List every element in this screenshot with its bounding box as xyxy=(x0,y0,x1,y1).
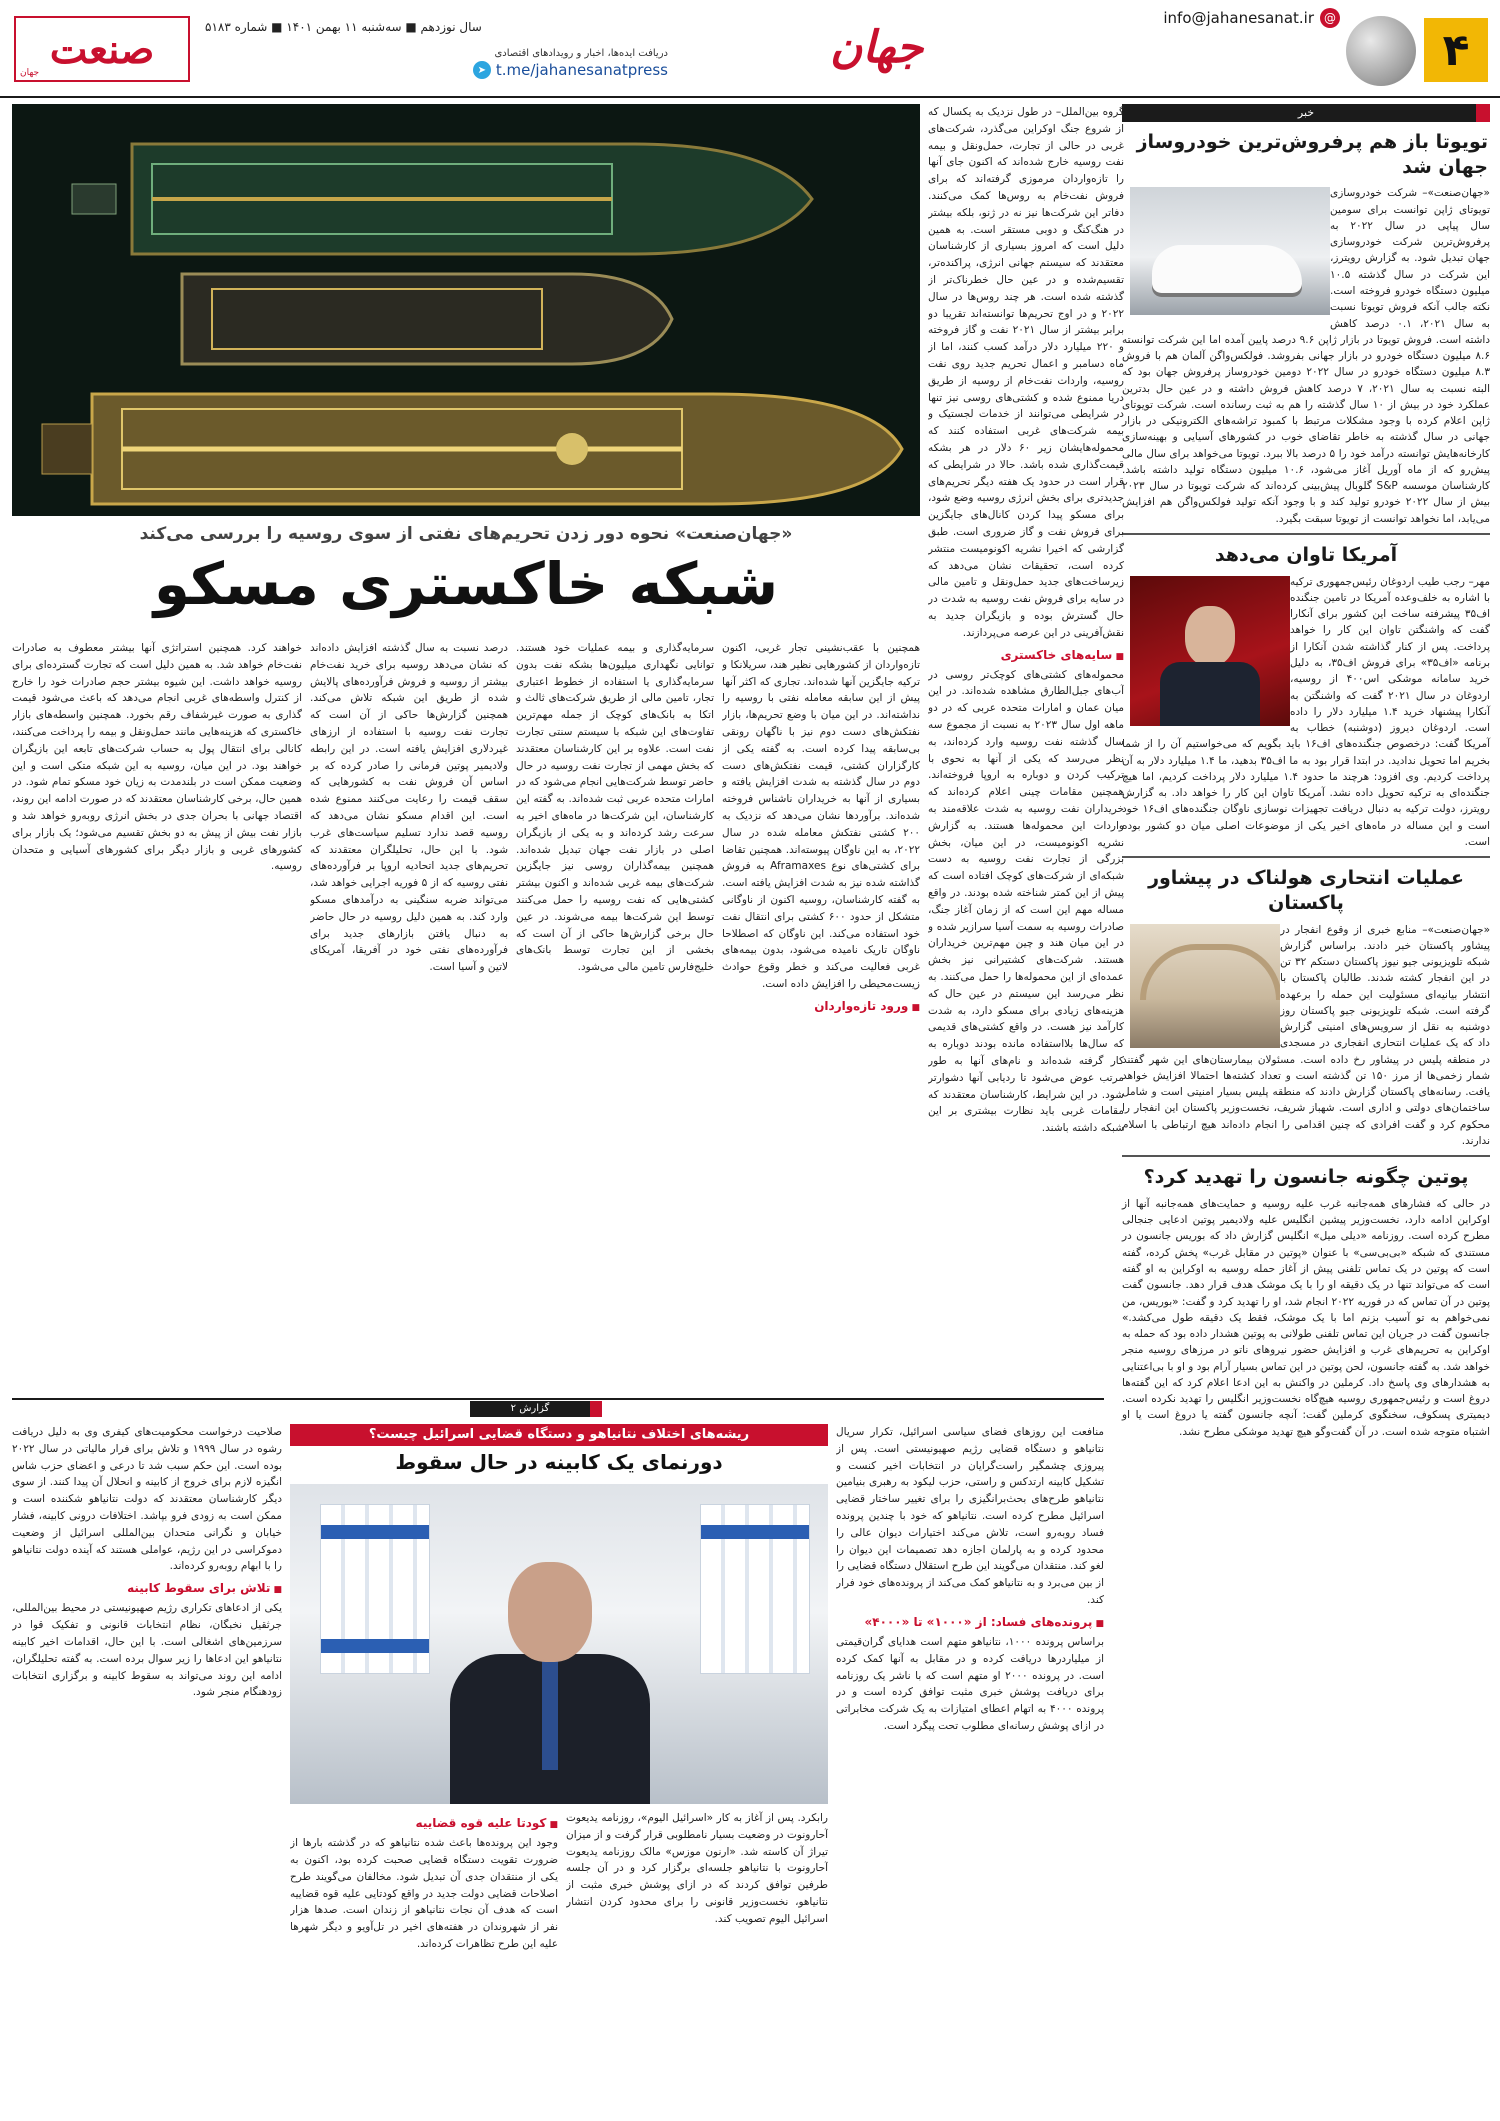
telegram-block xyxy=(468,48,668,79)
article-column xyxy=(516,640,714,1392)
article-text: درصد نسبت به سال گذشته افزایش داده‌اند که نشان می‌دهد روسیه برای خرید نفت‌خام بیشتر از روسیه و فروش فرآورده‌های پالایش شده از طریق این شبکه تلاش می‌کند. همچنین گزارش‌ها حاکی از آن است که تجارت نفت روسیه با استفاده از ارزهای غیردلاری افزایش یافته است. در این رابطه ولادیمیر پوتین فرمانی را صادر کرده که بر اساس آن فروش نفت به کشورهایی که سقف قیمت را رعایت می‌کنند ممنوع شده است. این اقدام مسکو نشان می‌دهد که روسیه قصد ندارد تسلیم سیاست‌های غرب شود. با این حال، تحلیلگران معتقدند که تحریم‌های جدید اتحادیه اروپا بر فرآورده‌های نفتی روسیه که از ۵ فوریه اجرایی خواهد شد، می‌تواند ضربه سنگینی به درآمدهای مسکو وارد کند. به همین دلیل روسیه در حال حاضر به دنبال یافتن بازارهای جدید برای فرآورده‌های نفتی خود در آفریقا، آمریکای لاتین و آسیا است. xyxy=(310,642,508,974)
tankers-aerial-photo xyxy=(12,104,920,516)
article-column xyxy=(566,1810,828,2114)
article-text: گروه بین‌الملل– در طول نزدیک به یکسال که از شروع جنگ اوکراین می‌گذرد، شرکت‌های غربی در حالی از تجارت، حمل‌ونقل و بیمه نفت روسیه خارج شده‌اند که اکنون جای آنها را تازه‌واردان مرموزی گرفته‌اند که برای فروش نفت‌خام به روس‌ها کمک می‌کنند. دفاتر این شرکت‌ها نیز نه در ژنو، بلکه بیشتر در هنگ‌کنگ و دوبی مستقر است. به همین دلیل است که امروز بسیاری از کارشناسان معتقدند که سیستم جهانی انرژی، پراکنده‌تر، تقسیم‌شده و در عین حال خطرناک‌تر از گذشته شده است. هر چند روس‌ها در سال ۲۰۲۲ و در اوج تحریم‌ها توانسته‌اند تقریبا دو برابر بیشتر از سال ۲۰۲۱ نفت و گاز فروخته و ۲۲۰ میلیارد دلار درآمد کسب کنند، اما از ماه دسامبر و اعمال تحریم جدید روی نفت روسیه، واردات نفت‌خام از روسیه از طریق دریا ممنوع شده و کشتی‌های روسی نیز تنها در شرایطی می‌توانند از خدمات لجستیک و بیمه شرکت‌های غربی استفاده کنند که محموله‌هایشان زیر ۶۰ دلار در هر بشکه قیمت‌گذاری شده باشد. حالا در شرایطی که قرار است در حدود یک هفته دیگر تحریم‌های جدیدتری برای بخش انرژی روسیه وضع شود، برای مسکو پیدا کردن کانال‌های جایگزین برای فروش نفت و گاز ضروری است. طبق گزارشی که اخیرا نشریه اکونومیست منتشر کرده است، تحقیقات نشان می‌دهد که زیرساخت‌های جدید حمل‌ونقل و تامین مالی در سایه برای فروش نفت روسیه به شدت در حال گسترش بوده و بازیگران جدید به نقش‌آفرینی در این عرصه می‌پردازند. xyxy=(928,106,1124,639)
story-text: در حالی که فشارهای همه‌جانبه غرب علیه روسیه و حمایت‌های همه‌جانبه آنها از اوکراین ادامه دارد، نخست‌وزیر پیشین انگلیس علیه ولادیمیر پوتین ادعایی جنجالی مطرح کرده است. روزنامه «دیلی میل» انگلیس گزارش داد که بوریس جانسون در مستندی که شبکه «بی‌بی‌سی» با عنوان «پوتین در مقابل غرب» پخش کرده، گفته است که پوتین در یک تماس تلفنی پیش از آغاز حمله روسیه به اوکراین به او گفته است که می‌تواند تنها در یک دقیقه او را با یک موشک هدف قرار دهد. جانسون گفت پوتین در آن تماس که در فوریه ۲۰۲۲ انجام شد، او را تهدید کرد و گفت: «بوریس، من نمی‌خواهم به تو آسیب بزنم اما با یک موشک، فقط یک دقیقه طول می‌کشد.» جانسون گفت در جریان این تماس تلفنی طولانی به پوتین هشدار داده بود که حمله به اوکراین به تحریم‌های غرب و افزایش حضور نیروهای ناتو در مرزهای روسیه منجر خواهد شد. به گفته جانسون، لحن پوتین در این تماس بسیار آرام بود و او با بی‌اعتنایی به هشدارهای وی پاسخ داد. کرملین در واکنش به این ادعا اعلام کرد که این گفته‌ها دروغ است و رئیس‌جمهوری روسیه هیچ‌گاه نخست‌وزیر انگلیس را تهدید نکرده است. دیمیتری پسکوف، سخنگوی کرملین گفت: آنچه جانسون گفته یا دروغ است یا او اشتباه متوجه شده است. در آن گفت‌وگو هیچ تهدید موشکی مطرح نشد. xyxy=(1122,1197,1490,1438)
article-text: همچنین با عقب‌نشینی تجار غربی، اکنون تازه‌واردان از کشورهایی نظیر هند، سریلانکا و ترکیه جایگزین آنها شده‌اند. تجاری که اکثر آنها پیش از این سابقه معامله نفتی با روسیه را نداشته‌اند. در این میان با وضع تحریم‌ها، بازار نفتکش‌های دست دوم نیز با ناگهان رونقی بی‌سابقه پیدا کرده است. به گفته یکی از کارگزاران کشتی، قیمت نفتکش‌های دست دوم در سال گذشته به شدت افزایش یافته و بسیاری از آنها به خریداران ناشناس فروخته شده‌اند. برآوردها نشان می‌دهد که نزدیک به ۲۰۰ کشتی نفتکش معامله شده در سال ۲۰۲۲، به این ناوگان پیوسته‌اند. همچنین تقاضا برای کشتی‌های نوع Aframaxes به فروش گذاشته شده نیز به شدت افزایش یافته است. به گفته کارشناسان، روسیه اکنون از ناوگانی متشکل از حدود ۶۰۰ کشتی برای انتقال نفت خود استفاده می‌کند. این ناوگان که اصطلاحا ناوگان تاریک نامیده می‌شود، بدون بیمه‌های غربی فعالیت می‌کند و خطر وقوع حوادث زیست‌محیطی را افزایش داده است. xyxy=(722,642,920,990)
masthead xyxy=(0,0,1500,98)
story-body xyxy=(1122,1196,1490,1440)
article-column xyxy=(12,640,302,1392)
article-column xyxy=(722,640,920,1392)
tie-shape xyxy=(542,1660,558,1770)
article-column xyxy=(310,640,508,1392)
article-column xyxy=(928,104,1124,1394)
article-column xyxy=(836,1424,1104,2114)
story-text: «جهان‌صنعت»– منابع خبری از وقوع انفجار در پیشاور پاکستان خبر دادند. براساس گزارش شبکه تلویزیونی جیو نیوز پاکستان دستکم ۳۲ تن در این انفجار کشته شدند. طالبان پاکستان با انتشار بیانیه‌ای مسئولیت این حمله را برعهده گرفته است. شبکه تلویزیونی جیو پاکستان روز دوشنبه به نقل از سرویس‌های امنیتی گزارش داد که یک عملیات انتحاری انفجاری در مسجدی در منطقه پلیس در پیشاور رخ داده است. مسئولان بیمارستان‌های این شهر گفتند شمار زخمی‌ها از مرز ۱۵۰ تن گذشته است و تعداد کشته‌ها احتمالا افزایش خواهد یافت. رسانه‌های پاکستان گزارش دادند که منطقه پلیس بسیار امنیتی است و شامل ساختمان‌های دولتی و اداری است. شهباز شریف، نخست‌وزیر پاکستان این انفجار را محکوم کرد و گفت افرادی که چنین اقدامی را انجام داده‌اند هیچ ارتباطی با اسلام ندارند. xyxy=(1122,923,1490,1147)
article-column xyxy=(12,1424,282,2114)
logo-subtext: جهان xyxy=(20,68,40,78)
section-divider xyxy=(12,1398,1104,1400)
netanyahu-photo xyxy=(290,1484,828,1804)
email-contact[interactable] xyxy=(1163,8,1340,28)
article-text: وجود این پرونده‌ها باعث شده نتانیاهو که در گذشته بارها از ضرورت تقویت دستگاه قضایی صحبت کرده بود، اکنون به یکی از منتقدان جدی آن تبدیل شود. مخالفان می‌گویند طرح اصلاحات قضایی دولت جدید در واقع کودتایی علیه قوه قضاییه است که هدف آن نجات نتانیاهو از زندان است. صدها هزار نفر از شهروندان در هفته‌های اخیر در تل‌آویو و دیگر شهرها علیه این طرح تظاهرات کرده‌اند. xyxy=(290,1837,558,1950)
story-title[interactable]: تویوتا باز هم پرفروش‌ترین خودروساز جهان شد xyxy=(1136,131,1488,178)
newspaper-logo[interactable] xyxy=(14,16,190,82)
article-text: محموله‌های کشتی‌های کوچک‌تر روسی در آب‌های جبل‌الطارق مشاهده شده‌اند. در این میان عمان و امارات متحده عربی که در دو ماهه اول سال ۲۰۲۳ به نسبت از مجموع سه سال گذشته نفت روسیه وارد کرده‌اند، به نظر می‌رسد که یکی از آنها به نحوی با ترکیب کردن و دوباره به اروپا فروخته‌اند. همچنین مقامات چینی اعلام کرده‌اند که خریداران نفت روسیه به شدت علاقه‌مند به واردات این محموله‌ها هستند. به گزارش نشریه اکونومیست، در این میان، بخش بزرگی از تجارت نفت روسیه به دست شبکه‌ای از شرکت‌های کوچک افتاده است که پیش از این کمتر شناخته شده بودند. در واقع مساله مهم این است که از زمان آغاز جنگ، صادرات روسیه به سمت آسیا سرازیر شده و در این میان هند و چین مهم‌ترین خریداران هستند. شرکت‌های کشتیرانی نیز بخش عمده‌ای از این محموله‌ها را حمل می‌کنند. به نظر می‌رسد این سیستم در عین حال که هزینه‌های زیادی برای مسکو دارد، به شدت کارآمد نیز هست. در واقع کشتی‌های قدیمی که سال‌ها بلااستفاده مانده بودند دوباره به کار گرفته شده‌اند و نام‌های آنها به طور مرتب عوض می‌شود تا ردیابی آنها دشوارتر شود. در این شرایط، کارشناسان معتقدند که مقامات غربی باید نظارت بیشتری بر این شبکه داشته باشند. xyxy=(928,668,1124,1135)
email-icon: @ xyxy=(1320,8,1340,28)
story-title[interactable]: عملیات انتحاری هولناک در پیشاور پاکستان xyxy=(1148,867,1464,914)
article-subhead: ■ سایه‌های خاکستری xyxy=(928,646,1124,665)
news-sidebar xyxy=(1122,104,1490,2114)
story-text: مهر– رجب طیب اردوغان رئیس‌جمهوری ترکیه با اشاره به خلف‌وعده آمریکا در تامین جنگنده اف‌۳۵ پیشرفته ساخت این کشور برای آنکارا گفت که واشنگتن تاوان این کار را خواهد پرداخت. پس از کنار گذاشته شدن آنکارا از برنامه «اف‌۳۵» برای فروش اف‌۳۵، به دلیل خرید سامانه موشکی اس‌۴۰۰ از روسیه، اردوغان در سال ۲۰۲۱ گفت که واشنگتن به آنکارا پیشنهاد خرید ۱.۴ میلیارد دلار را داده است. اردوغان دیروز (دوشنبه) خطاب به آمریکا گفت: درخصوص جنگنده‌های اف‌۱۶ باید بگویم که می‌خواستیم آن را از شما بخریم اما تحویل ندادید. در ابتدا قرار بود به ما اف‌۳۵ بدهید، ما ۱.۴ میلیارد دلار به آن پرداخت کردیم. وی افزود: هرچند ما حدود ۱.۴ میلیارد دلار پرداخت کردیم، اما هیچ جنگنده‌ای به ترکیه تحویل داده نشد. آمریکا تاوان این کار را خواهد داد. به گزارش رویترز، دولت ترکیه به دنبال دریافت تجهیزات نوسازی ناوگان جنگنده‌های اف‌۱۶ خود است و این مساله در ماه‌های اخیر یکی از موضوعات اصلی میان دو کشور بوده است. xyxy=(1122,575,1491,848)
section-title: جهان xyxy=(830,22,924,73)
article-text: یکی از ادعاهای تکراری رژیم صهیونیستی در محیط بین‌المللی، جرثقیل نخبگان، نظام انتخابات قانونی و تفکیک قوا در سرزمین‌های اشغالی است. با این حال، اقدامات اخیر کابینه نتانیاهو این ادعاها را زیر سوال برده است. به گفته تحلیلگران، ادامه این روند می‌تواند به سقوط کابینه و برگزاری انتخابات زودهنگام منجر شود. xyxy=(12,1602,282,1699)
telegram-link[interactable] xyxy=(468,61,668,79)
story-peshawar xyxy=(1122,866,1490,1157)
story-erdogan xyxy=(1122,543,1490,858)
story-body xyxy=(1122,574,1490,851)
article-text: منافعت این روزهای فضای سیاسی اسرائیل، تکرار سریال نتانیاهو و دستگاه قضایی رژیم صهیونیستی است. پس از پیروزی چشمگیر راست‌گرایان در انتخابات اخیر کنست و تشکیل کابینه ارتدکس و راستی، حزب لیکود به رهبری بنیامین نتانیاهو طرح‌های بحث‌برانگیزی را برای تغییر ساختار قضایی اسرائیل مطرح کرده است. نتانیاهو که خود با چندین پرونده فساد روبه‌رو است، تلاش می‌کند اختیارات دیوان عالی را محدود کرده و به پارلمان اجازه دهد تصمیمات این دیوان را لغو کند. منتقدان می‌گویند این طرح استقلال دستگاه قضایی را از بین می‌برد و به نتانیاهو کمک می‌کند از پرونده‌های خود فرار کند. xyxy=(836,1426,1104,1606)
flag-left xyxy=(320,1504,430,1674)
car-photo xyxy=(1130,187,1330,315)
telegram-icon: ➤ xyxy=(473,61,491,79)
article-text: رابکرد. پس از آغاز به کار «اسرائیل الیوم»، روزنامه یدیعوت آحارونوت در وضعیت بسیار نامطلوبی قرار گرفت و از میزان تیراژ آن کاسته شد. «ارنون موزس» مالک روزنامه یدیعوت آحارونوت با نتانیاهو جلسه‌ای برگزار کرد و در آن جلسه طرفین توافق کردند که در ازای پوشش خبری مثبت از نتانیاهو، نخست‌وزیر قانونی را برای محدود کردن انتشار اسرائیل الیوم تصویب کند. xyxy=(566,1812,828,1925)
story-title[interactable]: پوتین چگونه جانسون را تهدید کرد؟ xyxy=(1143,1166,1469,1189)
article-subhead: ■ کودتا علیه قوه قضاییه xyxy=(290,1814,558,1833)
story-toyota xyxy=(1122,130,1490,535)
article-text: صلاحیت درخواست محکومیت‌های کیفری وی به دلیل دریافت رشوه در سال ۱۹۹۹ و تلاش برای فرار مالیاتی در سال ۲۰۲۲ بوده است. این حکم سبب شد تا درعی و اعضای حزب شاس انگیزه لازم برای خروج از کابینه و انحلال آن پیدا کنند. از سوی دیگر کارشناسان معتقدند که دولت نتانیاهو شکننده است و ممکن است به زودی فرو بپاشد. اختلافات درونی کابینه، فشار خیابان و نگرانی متحدان بین‌المللی اسرائیل از وضعیت دموکراسی در این رژیم، عواملی هستند که آینده دولت نتانیاهو را با ابهام روبه‌رو کرده‌اند. xyxy=(12,1426,282,1573)
story-putin-johnson xyxy=(1122,1165,1490,1446)
issue-info: سال نوزدهم ■ سه‌شنبه ۱۱ بهمن ۱۴۰۱ ■ شماره ۵۱۸۳ xyxy=(205,20,482,34)
logo-text: صنعت xyxy=(49,25,155,73)
article-subhead: ■ ورود تازه‌واردان xyxy=(722,997,920,1016)
article-text: براساس پرونده ۱۰۰۰، نتانیاهو متهم است هدایای گران‌قیمتی از میلیاردرها دریافت کرده و در مقابل به آنها کمک کرده است. در پرونده ۲۰۰۰ او متهم است که با ناشر یک روزنامه برای دریافت پوشش خبری مثبت توافق کرده است و در پرونده ۴۰۰۰ به اتهام اعطای امتیازات به یک شرکت مخابراتی در ازای پوشش رسانه‌ای مطلوب تحت پیگرد است. xyxy=(836,1635,1104,1732)
tankers-illustration xyxy=(12,104,920,516)
article-text: سرمایه‌گذاری و بیمه عملیات خود هستند. توانایی نگهداری میلیون‌ها بشکه نفت بدون سرمایه‌گذاری یا استفاده از خطوط اعتباری تجار، تامین مالی از طریق شرکت‌های ثالث و اتکا به بانک‌های کوچک از جمله مهم‌ترین تفاوت‌های این شبکه با سیستم سنتی تجارت نفت است. علاوه بر این کارشناسان معتقدند که بخش مهمی از تجارت نفت روسیه در حال حاضر توسط شرکت‌هایی انجام می‌شود که در امارات متحده عربی ثبت شده‌اند. به گفته این کارشناسان، این شرکت‌ها در ماه‌های اخیر به سرعت رشد کرده‌اند و به یکی از بازیگران اصلی در بازار نفت جهان تبدیل شده‌اند. همچنین بیمه‌گذاران روسی نیز جایگزین شرکت‌های بیمه غربی شده‌اند و اکنون بیشتر کشتی‌هایی که نفت روسیه را حمل می‌کنند توسط این شرکت‌ها بیمه می‌شوند. در عین حال برخی گزارش‌ها حاکی از آن است که بخشی از این تجارت توسط بانک‌های خلیج‌فارس تامین مالی می‌شود. xyxy=(516,642,714,974)
article-column xyxy=(290,1810,558,2114)
head-shape xyxy=(508,1562,592,1662)
bottom-headline[interactable]: دورنمای یک کابینه در حال سقوط xyxy=(395,1450,723,1474)
erdogan-photo xyxy=(1130,576,1290,726)
globe-icon xyxy=(1346,16,1416,86)
email-address[interactable]: info@jahanesanat.ir xyxy=(1163,9,1314,27)
article-text: خواهند کرد. همچنین استراتژی آنها بیشتر معطوف به صادرات نفت‌خام خواهد شد. به همین دلیل است که تجارت گسترده‌ای برای روسیه خواهد داشت. این شیوه بیشتر حجم صادرات خود را خارج از کنترل واسطه‌های غربی انجام می‌دهد که باعث می‌شود قیمت گذاری به صورت غیرشفاف رقم بخورد. همچنین واسطه‌های بازار خاکستری که هزینه‌هایی مانند حمل‌ونقل و بیمه را پرداخت می‌کنند، کانالی برای انتقال پول به حساب شرکت‌های تابعه این بازیگران خواهند بود. در این میان، روسیه به این شبکه متکی است و این وضعیت ممکن است در بلندمدت به زیان خود مسکو تمام شود. در همین حال، برخی کارشناسان معتقدند که در صورت ادامه این روند، اقتصاد جهانی با بحران جدی در بخش انرژی روبه‌رو خواهد شد و بازار نفت بیش از پیش به دو بخش تقسیم می‌شود؛ یک بازار برای کشورهای غربی و بازار دیگر برای کشورهای آسیایی و متحدان روسیه. xyxy=(12,642,302,873)
telegram-url[interactable]: t.me/jahanesanatpress xyxy=(495,61,668,79)
article-headline[interactable]: شبکه خاکستری مسکو xyxy=(153,550,779,618)
story-title[interactable]: آمریکا تاوان می‌دهد xyxy=(1214,543,1398,566)
story-body xyxy=(1122,185,1490,527)
story-body xyxy=(1122,922,1490,1150)
article-kicker: «جهان‌صنعت» نحوه دور زدن تحریم‌های نفتی از سوی روسیه را بررسی می‌کند xyxy=(139,524,793,544)
telegram-caption: دریافت ایده‌ها، اخبار و رویدادهای اقتصادی xyxy=(494,48,668,59)
article-subhead: ■ پرونده‌های فساد: از «۱۰۰۰» تا «۴۰۰۰» xyxy=(836,1613,1104,1632)
report-tag: گزارش ۲ xyxy=(470,1401,590,1417)
news-tag: خبر xyxy=(1122,104,1490,122)
article-subhead: ■ تلاش برای سقوط کابینه xyxy=(12,1579,282,1598)
mosque-photo xyxy=(1130,924,1280,1048)
page-number: ۴ xyxy=(1424,18,1488,82)
flag-right xyxy=(700,1504,810,1674)
bottom-kicker: ریشه‌های اختلاف نتانیاهو و دستگاه قضایی اسرائیل چیست؟ xyxy=(290,1424,828,1446)
story-text: «جهان‌صنعت»– شرکت خودروسازی تویوتای ژاپن توانست برای سومین سال پیاپی در سال ۲۰۲۲ به پرفروش‌ترین شرکت خودروسازی جهان تبدیل شود. به گزارش رویترز، این شرکت در سال گذشته ۱۰.۵ میلیون دستگاه خودرو فروخته است. نکته جالب آنکه فروش تویوتا نسبت به سال ۲۰۲۱، ۰.۱ درصد کاهش داشته است. فروش تویوتا در بازار ژاپن ۹.۶ درصد پایین آمده اما این شرکت توانسته ۸.۶ میلیون دستگاه خودرو در بازار جهانی بفروشد. فولکس‌واگن آلمان هم با فروش ۸.۳ میلیون دستگاه خودرو در سال ۲۰۲۲ دومین خودروساز پرفروش جهان بود که البته نسبت به سال ۲۰۲۱، ۷ درصد کاهش فروش داشته و در عین حال بدترین عملکرد خود در بیش از ۱۰ سال گذشته را هم به ثبت رسانده است. شرکت تویوتای ژاپن اعلام کرده با وجود مشکلات مرتبط با کمبود تراشه‌های الکترونیکی در بازار جهانی در سال گذشته به خاطر تقاضای خوب در کشورهای آسیایی و بهینه‌سازی کارخانه‌هایش توانسته درآمد خود را ۵ درصد بالا ببرد. تویوتا می‌خواهد برای سال مالی پیش‌رو که از ماه آوریل آغاز می‌شود، ۱۰.۶ میلیون دستگاه تولید داشته باشد. کارشناسان موسسه S&P گلوبال پیش‌بینی کرده‌اند که شرکت تویوتا در سال ۲۰۲۳ بیش از سال ۲۰۲۲ خودرو تولید کند و با وجود آنکه تولید فولکس‌واگن هم افزایش می‌یابد، اما نخواهد توانست از تویوتا سبقت بگیرد. xyxy=(1122,187,1491,525)
